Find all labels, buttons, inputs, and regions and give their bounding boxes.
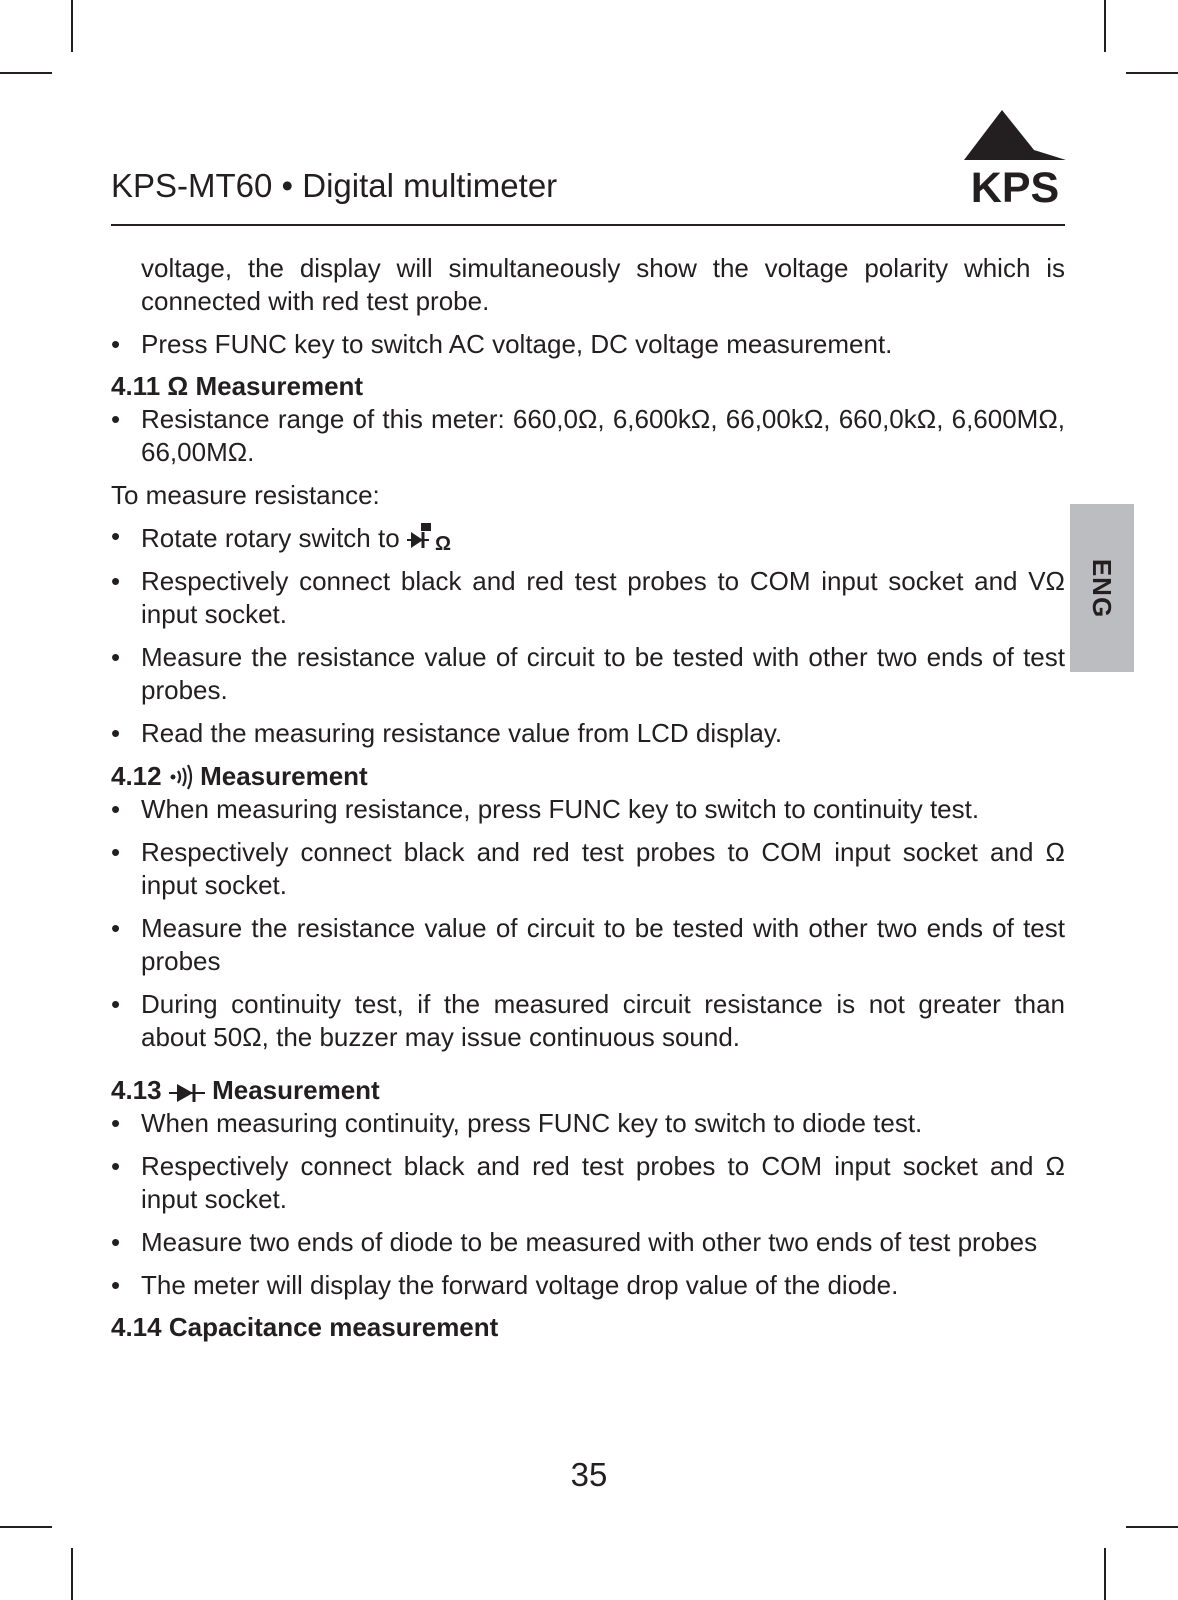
crop-mark (0, 1526, 52, 1528)
crop-mark (1104, 1548, 1106, 1600)
list-item (111, 520, 1065, 555)
section-heading (111, 1074, 1065, 1107)
list-item-text: Rotate rotary switch to (141, 523, 400, 553)
list-item: • Read the measuring resistance value from LCD display. (111, 717, 1065, 750)
language-tab (1070, 504, 1134, 672)
list-item: • Resistance range of this meter: 660,0Ω, 6,600kΩ, 66,00kΩ, 660,0kΩ, 6,600MΩ, 66,00MΩ. (111, 403, 1065, 469)
header-rule (111, 224, 1065, 226)
page-content (111, 252, 1065, 1344)
section-number: 4.12 (111, 761, 162, 791)
list-item: • Press FUNC key to switch AC voltage, DC voltage measurement. (111, 328, 1065, 361)
list-item: • Measure the resistance value of circuit to be tested with other two ends of test probes (111, 912, 1065, 978)
svg-text:Ω: Ω (434, 533, 451, 552)
list-item: • During continuity test, if the measured circuit resistance is not greater than about 50Ω, the buzzer may issue continuous sound. (111, 988, 1065, 1054)
list-item: • Respectively connect black and red test probes to COM input socket and Ω input socket. (111, 836, 1065, 902)
kps-logo (964, 110, 1066, 205)
list-item: • Respectively connect black and red test probes to COM input socket and VΩ input socket. (111, 565, 1065, 631)
page-header-title: KPS-MT60 • Digital multimeter (111, 167, 558, 204)
crop-mark (1126, 72, 1178, 74)
list-item: • Measure the resistance value of circuit to be tested with other two ends of test probes. (111, 641, 1065, 707)
section-heading: 4.14 Capacitance measurement (111, 1312, 499, 1342)
list-item: • Respectively connect black and red test probes to COM input socket and Ω input socket. (111, 1150, 1065, 1216)
crop-mark (0, 72, 52, 74)
page-number: 35 (570, 1456, 608, 1493)
section-heading: 4.11 Ω Measurement (111, 371, 364, 401)
section-title: Measurement (212, 1075, 380, 1105)
list-item: • The meter will display the forward voltage drop value of the diode. (111, 1269, 1065, 1302)
paragraph: To measure resistance: (111, 480, 380, 510)
list-item: • When measuring resistance, press FUNC key to switch to continuity test. (111, 793, 1065, 826)
crop-mark (1104, 0, 1106, 52)
intro-paragraph: voltage, the display will simultaneously show the voltage polarity which is connected with red test probe. (141, 253, 1065, 316)
section-heading (111, 760, 1065, 793)
diode-buzzer-ohm-icon (407, 520, 457, 552)
crop-mark (71, 1548, 73, 1600)
svg-text:KPS: KPS (970, 164, 1060, 205)
section-number: 4.13 (111, 1075, 162, 1105)
section-title: Measurement (200, 761, 368, 791)
crop-mark (71, 0, 73, 52)
sound-waves-icon (169, 764, 193, 790)
list-item: • When measuring continuity, press FUNC key to switch to diode test. (111, 1107, 1065, 1140)
language-tab-label: ENG (1087, 558, 1118, 618)
crop-mark (1126, 1526, 1178, 1528)
list-item: • Measure two ends of diode to be measured with other two ends of test probes (111, 1226, 1065, 1259)
diode-icon (169, 1082, 205, 1104)
